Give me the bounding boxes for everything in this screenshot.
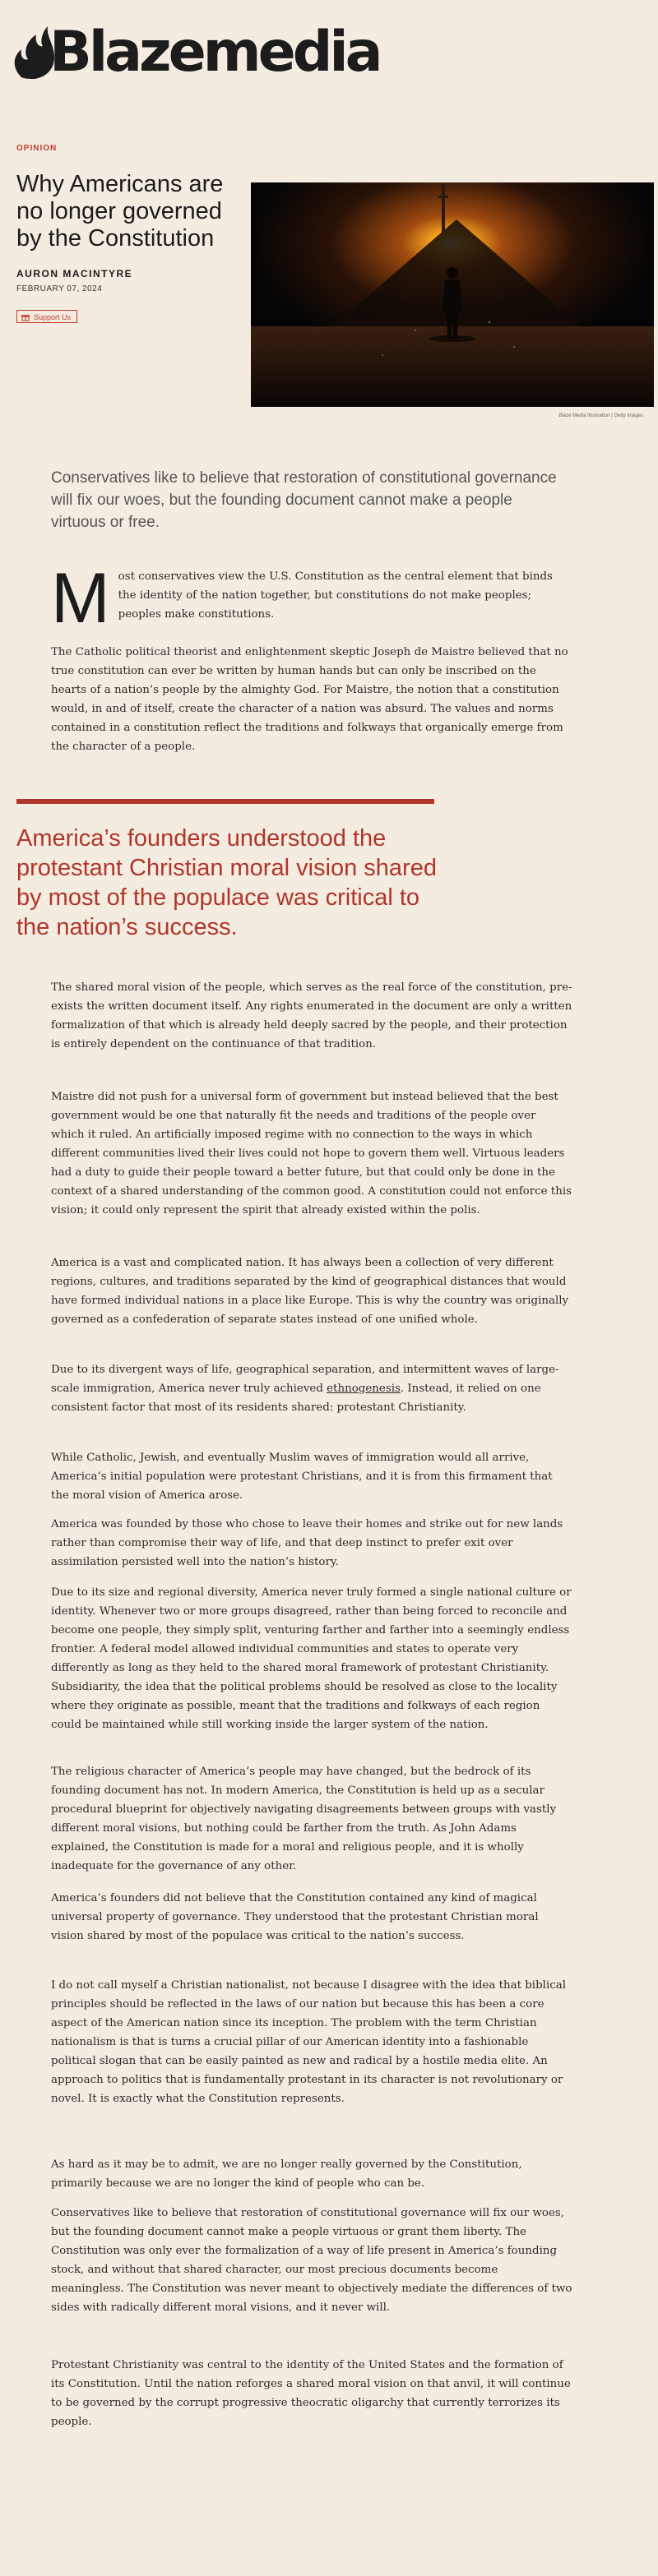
paragraph: ost conservatives view the U.S. Constitution as the central element that binds the identity of the nation together, but constitutions do not make peoples; peoples make constitutions. [118,570,553,621]
paragraph: The Catholic political theorist and enlightenment skeptic Joseph de Maistre believed that no true constitution can ever be written by human hands but can only be inscribed on the hearts of a nation’s people by the almighty God. For Maistre, the notion that a constitution would, in and of itself, create the character of a nation was absurd. The values and norms contained in a constitution reflect the traditions and folkways that organically emerge from the character of a people. [51,646,568,753]
article-category: OPINION [16,144,58,153]
support-us-label: Support Us [34,313,72,321]
article-lede: Conservatives like to believe that restoration of constitutional governance will fix our woes, but the founding document cannot make a people virtuous or free. [51,469,557,531]
pullquote: America’s founders understood the protestant Christian moral vision shared by most of the populace was critical to the nation’s success. [16,825,437,940]
brand-wordmark: Blazemedia [49,20,380,85]
paragraph: America was founded by those who chose to leave their homes and strike out for new lands rather than compromise their way of life, and that deep instinct to prefer exit over assimilation persisted well into the nation’s history. [51,1518,563,1568]
paragraph: As hard as it may be to admit, we are no longer really governed by the Constitution, primarily because we are no longer the kind of people who can be. [51,2158,522,2190]
pullquote-rule [16,799,434,804]
article-author[interactable]: AURON MACINTYRE [16,268,133,279]
paragraph: Conservatives like to believe that restoration of constitutional governance will fix our woes, but the founding document cannot make a people virtuous or grant them liberty. The Constitution was only ever the formalization of a way of life present in America’s founding stock, and without that shared character, our most precious documents become meaningless. The Constitution was never meant to objectively mediate the differences of two sides with radically different moral visions, and it never will. [51,2207,572,2314]
paragraph: I do not call myself a Christian nationalist, not because I disagree with the idea that biblical principles should be reflected in the laws of our nation but because this has been a core aspect of the American nation since its inception. The problem with the term Christian nationalism is that is turns a crucial pillar of our American identity into a fashionable political slogan that can be easily painted as new and radical by a hostile media elite. An approach to politics that is fundamentally protestant in its character is not revolutionary or novel. It is exactly what the Constitution represents. [51,1979,566,2105]
gift-icon [21,313,30,321]
paragraph: America’s founders did not believe that the Constitution contained any kind of magical universal property of governance. They understood that the protestant Christian moral vision shared by most of the populace was critical to the nation’s success. [51,1892,539,1942]
paragraph: The religious character of America’s people may have changed, but the bedrock of its founding document has not. In modern America, the Constitution is held up as a secular procedural blueprint for objectively navigating disagreements between groups with vastly different moral visions, but nothing could be farther from the truth. As John Adams explained, the Constitution is made for a moral and religious people, and it is wholly inadequate for the governance of any other. [51,1766,557,1872]
first-paragraph [51,559,572,638]
support-us-button[interactable] [16,310,77,323]
paragraph: America is a vast and complicated nation. It has always been a collection of very different regions, cultures, and traditions separated by the kind of geographical distances that would have formed individual nations in a place like Europe. This is why the country was originally governed as a confederation of separate states instead of one unified whole. [51,1257,569,1326]
paragraph: Maistre did not push for a universal form of government but instead believed that the best government would be one that naturally fit the needs and traditions of the people over which it ruled. An artificially imposed regime with no connection to the ways in which different communities lived their lives could not hope to govern them well. Virtuous leaders had a duty to guide their people toward a better future, but that could only be done in the context of a shared understanding of the common good. A constitution could not enforce this vision; it could only represent the spirit that already existed within the polis. [51,1091,572,1216]
ethnogenesis-link[interactable]: ethnogenesis [327,1383,401,1395]
paragraph-text: . Instead, it relied on one consistent factor that most of its residents shared: protestant Christianity. [51,1383,541,1414]
image-caption: Blaze Media Illustration | Getty Images [558,413,643,418]
paragraph-text: Due to its divergent ways of life, geographical separation, and intermittent waves of large-scale immigration, America never truly achieved [51,1364,559,1395]
article-date: FEBRUARY 07, 2024 [16,284,103,293]
paragraph: The shared moral vision of the people, which serves as the real force of the constitution, pre-exists the written document itself. Any rights enumerated in the document are only a written formalization of that which is already held deeply sacred by the people, and their protection is entirely dependent on the continuance of that tradition. [51,981,572,1050]
paragraph: While Catholic, Jewish, and eventually Muslim waves of immigration would all arrive, America’s initial population were protestant Christians, and it is from this firmament that the moral vision of America arose. [51,1452,553,1502]
paragraph: Protestant Christianity was central to the identity of the United States and the formation of its Constitution. Until the nation reforges a shared moral vision on that anvil, it will continue to be governed by the corrupt progressive theocratic oligarchy that currently terrorizes its people. [51,2359,571,2428]
paragraph [51,1360,572,1417]
paragraph: Due to its size and regional diversity, America never truly formed a single national culture or identity. Whenever two or more groups disagreed, rather than being forced to reconcile and become one people, they simply split, venturing farther and farther into a seemingly endless frontier. A federal model allowed individual communities and states to operate very differently as long as they held to the shared moral framework of protestant Christianity. Subsidiarity, the idea that the political problems should be resolved as close to the locality where they originate as possible, meant that the traditions and folkways of each region could be maintained while still working inside the larger system of the nation. [51,1586,572,1731]
drop-cap: M [51,559,110,638]
article-title: Why Americans are no longer governed by the Constitution [16,171,224,252]
hero-image [251,182,654,407]
brand-logo[interactable] [10,20,396,85]
